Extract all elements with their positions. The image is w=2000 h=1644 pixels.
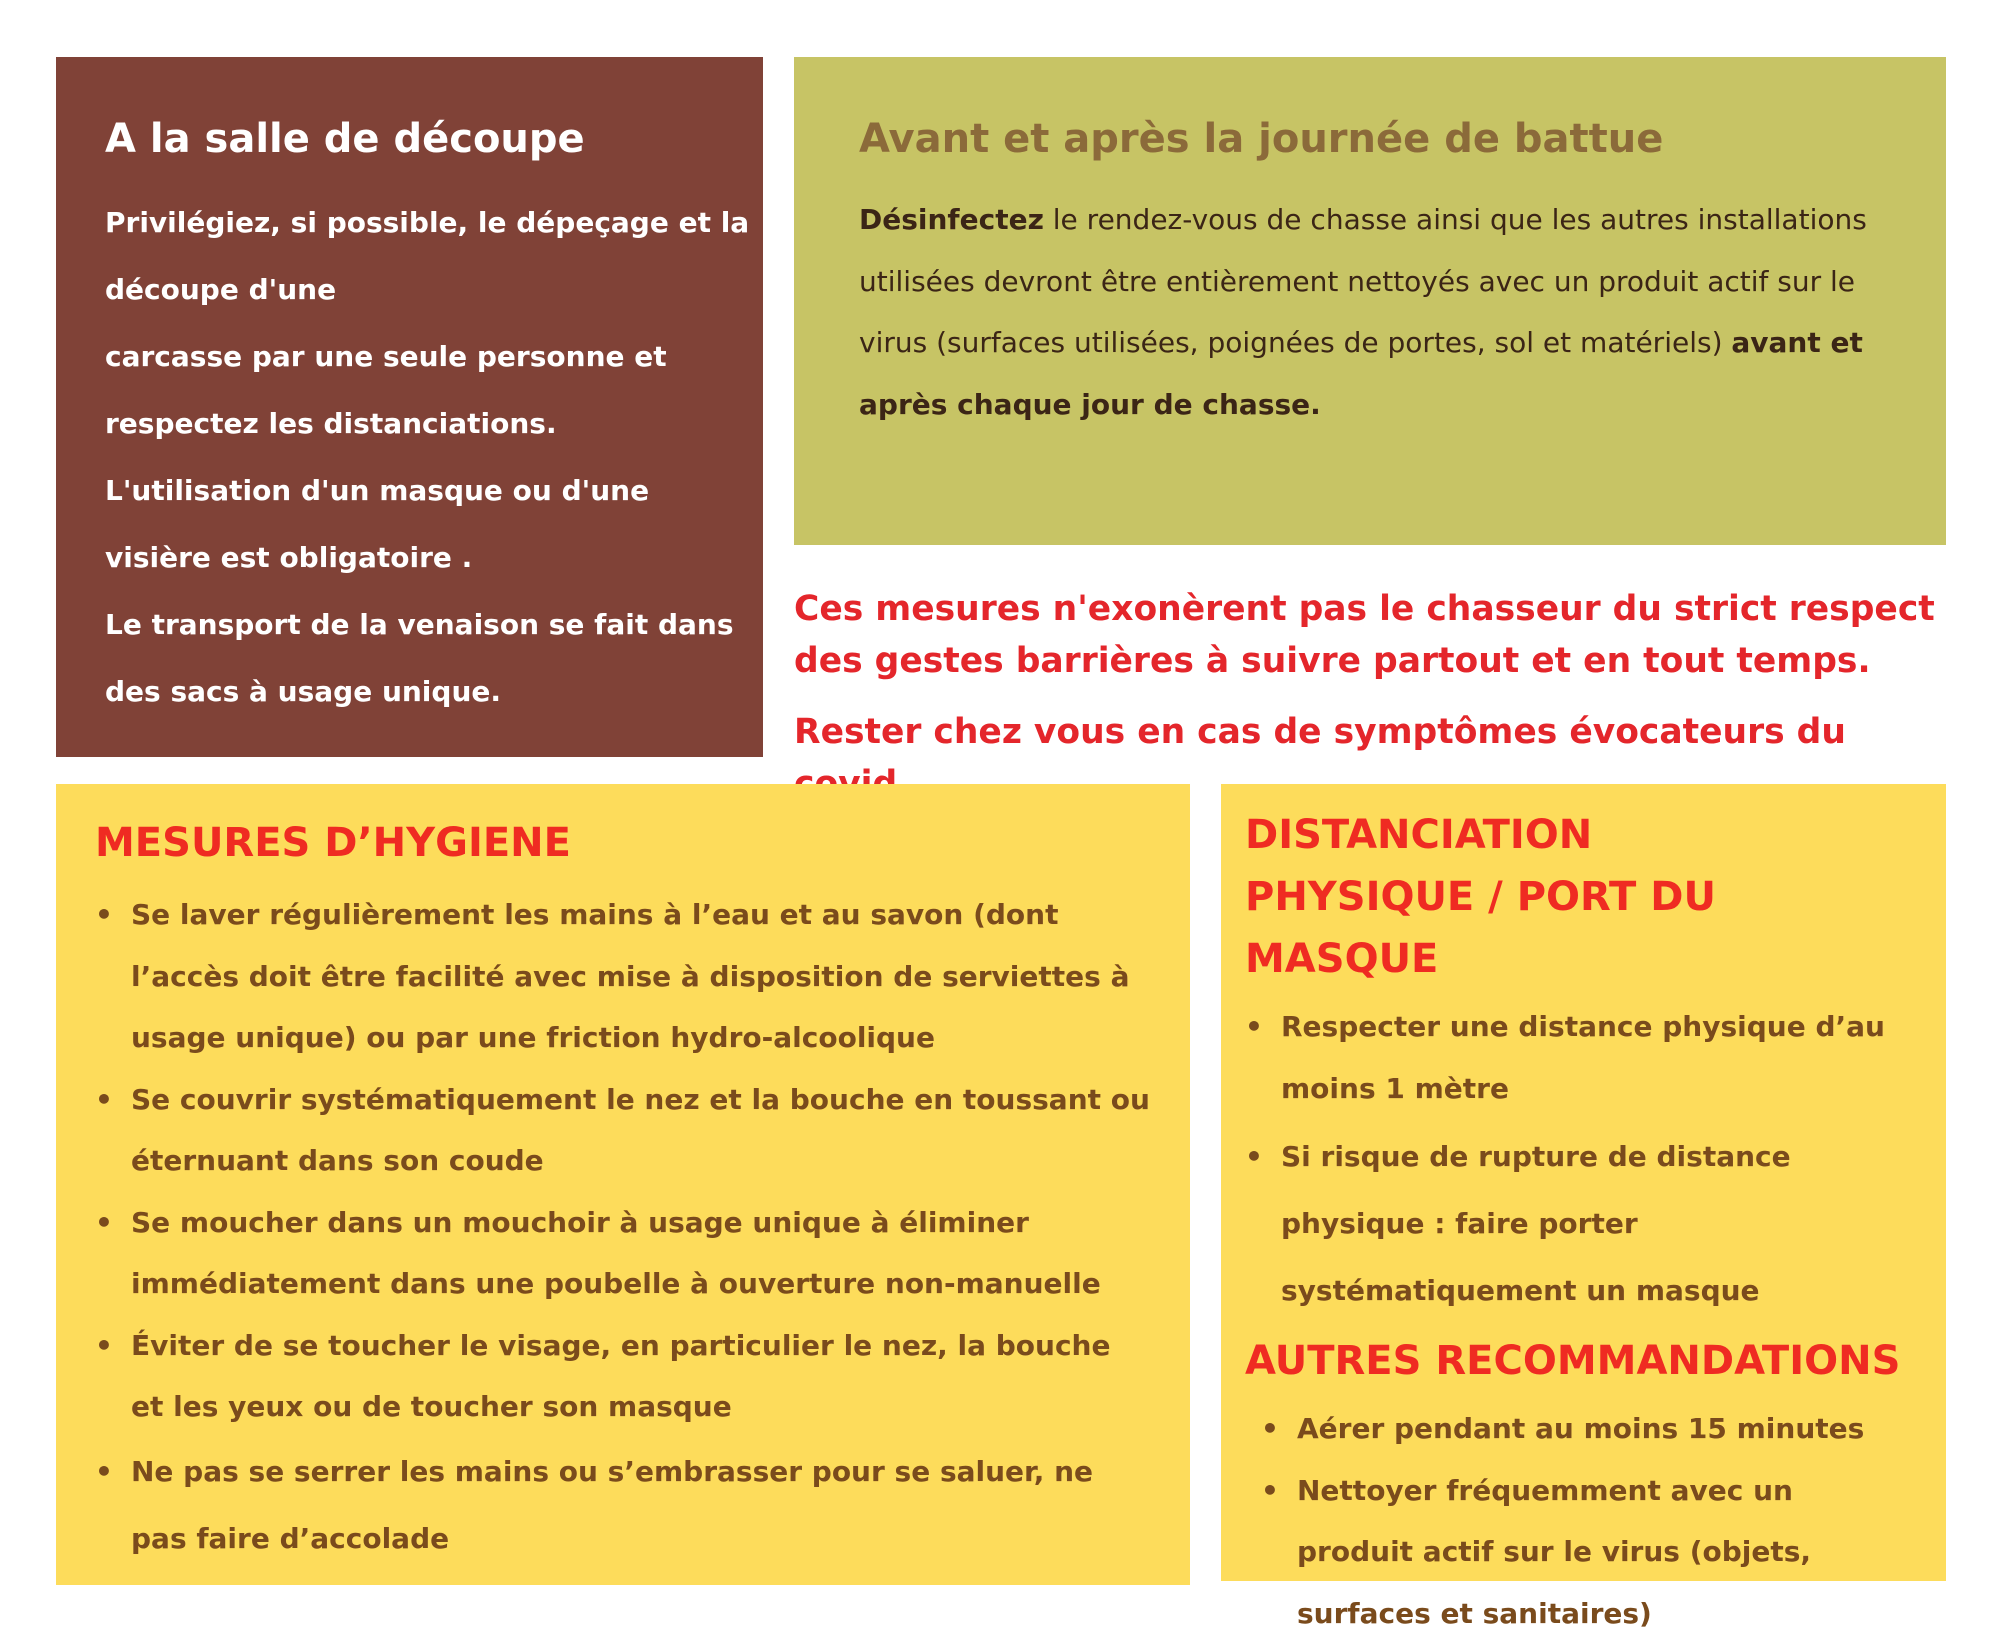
- salle-line: découpe d'une: [105, 256, 715, 323]
- distanciation-list: [1245, 996, 1916, 1324]
- distanciation-title: [1245, 804, 1916, 990]
- salle-line: Privilégiez, si possible, le dépeçage et la: [105, 189, 715, 256]
- hygiene-panel: [56, 784, 1190, 1585]
- list-item-text: Éviter de se toucher le visage, en particulier le nez, la bouche et les yeux ou de toucher son masque: [131, 1329, 1110, 1424]
- battue-body: le rendez-vous de chasse ainsi que les autres installations utilisées devront être entièrement nettoyés avec un produit actif sur le virus (surfaces utilisées, poignées de portes, sol et matériels): [859, 203, 1867, 359]
- warning-notice: [794, 583, 1946, 810]
- bullet-icon: •: [1245, 996, 1263, 1058]
- hygiene-title: MESURES D’HYGIENE: [95, 812, 1150, 874]
- bullet-icon: •: [95, 1315, 113, 1377]
- warning-line: Rester chez vous en cas de symptômes évocateurs du: [794, 706, 1946, 810]
- salle-line: carcasse par une seule personne et: [105, 323, 715, 390]
- battue-bold-mid: avant et: [1731, 326, 1862, 359]
- list-item: [95, 1315, 1150, 1438]
- salle-line: Le transport de la venaison se fait dans: [105, 591, 715, 658]
- list-item: [95, 1192, 1150, 1315]
- battue-text: [859, 189, 1898, 435]
- bullet-icon: •: [95, 1192, 113, 1254]
- list-item: [1245, 1123, 1916, 1324]
- battue-paragraph: [859, 189, 1898, 374]
- hygiene-list: [95, 884, 1150, 1572]
- list-item: [1245, 996, 1916, 1119]
- battue-bold-start: Désinfectez: [859, 203, 1044, 236]
- distanciation-title-line1: DISTANCIATION: [1245, 812, 1592, 858]
- warning-line: Ces mesures n'exonèrent pas le chasseur du strict respect: [794, 583, 1946, 635]
- salle-line: L'utilisation d'un masque ou d'une: [105, 457, 715, 524]
- bullet-icon: •: [1261, 1398, 1279, 1460]
- bullet-icon: •: [95, 1438, 113, 1505]
- list-item: [95, 1438, 1150, 1572]
- distanciation-panel: [1221, 784, 1946, 1581]
- list-item-text: Se moucher dans un mouchoir à usage unique à éliminer immédiatement dans une poubelle à ouverture non-manuelle: [131, 1206, 1101, 1301]
- salle-line: respectez les distanciations.: [105, 390, 715, 457]
- list-item: [95, 1069, 1150, 1192]
- list-item-text: Nettoyer fréquemment avec un produit actif sur le virus (objets, surfaces et sanitaires): [1297, 1474, 1811, 1630]
- bullet-icon: •: [95, 1069, 113, 1131]
- bullet-icon: •: [1261, 1460, 1279, 1522]
- salle-line: visière est obligatoire .: [105, 524, 715, 591]
- warning-line: des gestes barrières à suivre partout et en tout temps.: [794, 635, 1946, 687]
- list-item: [95, 884, 1150, 1069]
- list-item-text: Se couvrir systématiquement le nez et la bouche en toussant ou éternuant dans son coude: [131, 1083, 1150, 1178]
- list-item: [1245, 1460, 1916, 1644]
- list-item-text: Se laver régulièrement les mains à l’eau et au savon (dont l’accès doit être facilité avec mise à disposition de serviettes à usage unique) ou par une friction hydro-alcoolique: [131, 898, 1129, 1054]
- battue-bold-end: après chaque jour de chasse.: [859, 388, 1321, 421]
- salle-text: [105, 189, 715, 725]
- list-item-text: Aérer pendant au moins 15 minutes: [1297, 1412, 1864, 1445]
- list-item: [1245, 1398, 1916, 1460]
- salle-de-decoupe-panel: [56, 57, 763, 757]
- bullet-icon: •: [1245, 1123, 1263, 1190]
- battue-panel: [794, 57, 1946, 545]
- salle-title: A la salle de découpe: [105, 109, 715, 169]
- bullet-icon: •: [95, 884, 113, 946]
- autres-title: AUTRES RECOMMANDATIONS: [1245, 1330, 1916, 1392]
- battue-title: Avant et après la journée de battue: [859, 109, 1898, 169]
- salle-line: des sacs à usage unique.: [105, 658, 715, 725]
- battue-conclusion: [859, 374, 1898, 436]
- distanciation-title-line2: PHYSIQUE / PORT DU MASQUE: [1245, 874, 1716, 982]
- list-item-text: Respecter une distance physique d’au moins 1 mètre: [1281, 1010, 1885, 1105]
- list-item-text: Ne pas se serrer les mains ou s’embrasser pour se saluer, ne pas faire d’accolade: [131, 1455, 1093, 1555]
- list-item-text: Si risque de rupture de distance physique : faire porter systématiquement un masque: [1281, 1140, 1791, 1307]
- autres-list: [1245, 1398, 1916, 1644]
